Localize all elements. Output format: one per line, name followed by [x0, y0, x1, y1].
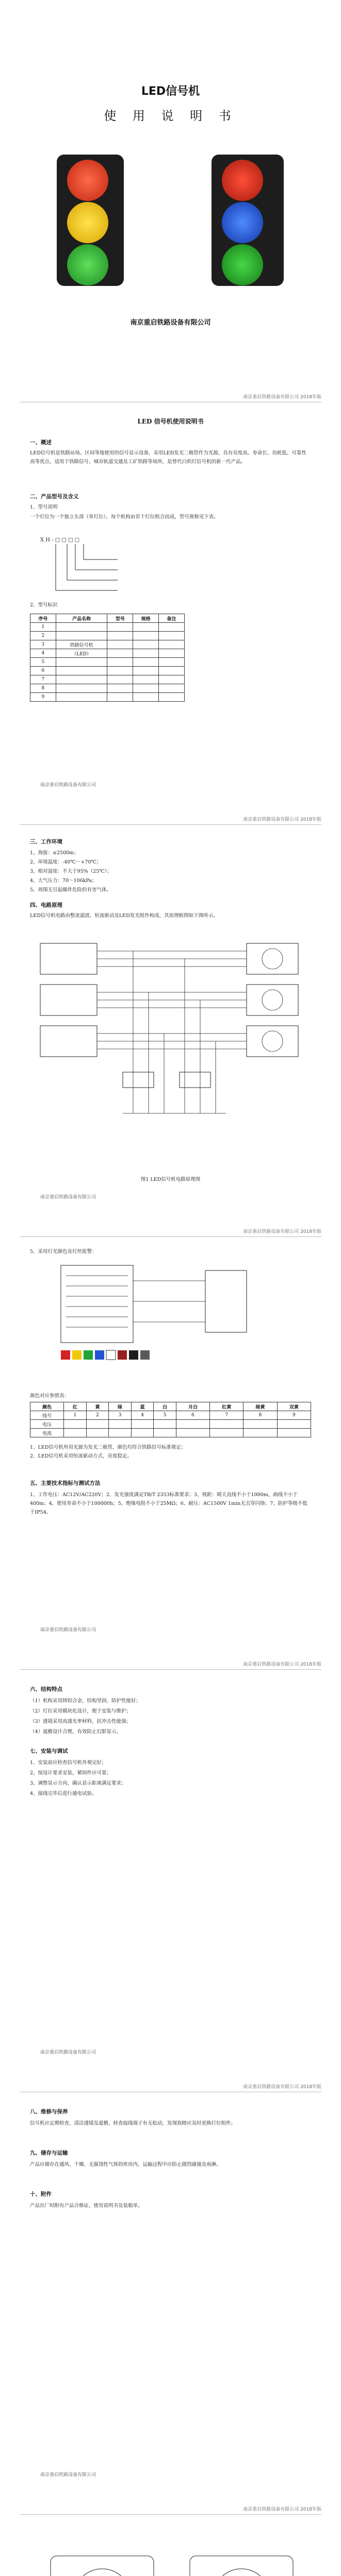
color-table [30, 1402, 311, 1437]
col-header: 红 [64, 1402, 87, 1411]
col-header: 蓝 [131, 1402, 154, 1411]
section-9-text: 信号机应定期检查，清洁透镜及遮檐，检查接线端子有无松动，发现故障应及时更换灯位组件。 [30, 2121, 236, 2126]
section-5-text: 1、LED信号机所用光源为发光二极管，颜色均符合铁路信号标准规定； 2、LED信号机采用恒流驱动方式，亮度稳定。 [30, 1445, 186, 1459]
table-cell: 7 [210, 1411, 243, 1420]
install-item: 3、调整显示方向，确认显示距离满足要求； [30, 1781, 126, 1786]
green-lamp [67, 244, 108, 285]
table-cell [133, 632, 159, 640]
table-cell [64, 1420, 87, 1429]
section-10-text: 产品应储存在通风、干燥、无腐蚀性气体的库房内，运输过程中应防止剧烈碰撞及雨淋。 [30, 2162, 221, 2167]
table-cell [133, 623, 159, 632]
col-header: 绿 [109, 1402, 132, 1411]
page-header: 南京重启铁路设备有限公司 2018年版 [243, 817, 321, 822]
env-item: 3、相对湿度：不大于95%（25℃）； [30, 869, 112, 874]
page-1 [20, 395, 321, 794]
col-header: 产品名称 [56, 614, 107, 623]
table-cell [56, 693, 107, 702]
col-header: 黄 [86, 1402, 109, 1411]
table-cell [243, 1429, 277, 1437]
page-2 [20, 817, 321, 1206]
table-cell [154, 1429, 176, 1437]
legend-note: 颜色对应参照表： [30, 1393, 70, 1399]
table-row [30, 658, 185, 667]
table-cell [107, 640, 133, 649]
table-row [30, 693, 185, 702]
table-cell: 5 [30, 658, 56, 667]
section-2-text: 一个灯位为一个独立头部（单灯位），每个机构由若干灯位组合而成，型号规格见下表。 [30, 514, 219, 520]
green-lamp-right [222, 244, 263, 285]
table-cell [159, 693, 185, 702]
page-footer: 南京重启铁路设备有限公司 [40, 1628, 96, 1633]
section-2-sub1: 1、型号说明 [30, 504, 58, 510]
page-4 [20, 1662, 321, 2061]
table-cell [64, 1429, 87, 1437]
section-11-text: 产品出厂时附有产品合格证、使用说明书及装箱单。 [30, 2203, 143, 2209]
table-cell: 电流 [30, 1429, 64, 1437]
col-header: 型号 [107, 614, 133, 623]
section-1-title: 一、概述 [30, 439, 52, 446]
table-cell [159, 675, 185, 684]
structure-item: （1）机构采用铸铝合金，结构坚固，防护性能好； [30, 1698, 141, 1704]
color-item: 5、采用灯光颜色及灯丝报警： [30, 1249, 97, 1255]
table-cell [277, 1420, 311, 1429]
table-cell [56, 675, 107, 684]
env-item: 2、环境温度：-40℃～+70℃； [30, 859, 102, 865]
col-header: 双黄 [277, 1402, 311, 1411]
page-6 [20, 2507, 321, 2576]
table-cell [107, 693, 133, 702]
model-code-diagram [35, 534, 190, 596]
signal-image-left [52, 155, 129, 289]
section-11-title: 十、附件 [30, 2191, 52, 2197]
section-10-title: 九、储存与运输 [30, 2150, 68, 2156]
table-cell [133, 684, 159, 693]
env-item: 4、大气压力：70～106kPa； [30, 878, 97, 884]
table-cell [107, 667, 133, 675]
table-row [30, 649, 185, 658]
table-cell [86, 1420, 109, 1429]
table-cell: 线号 [30, 1411, 64, 1420]
table-cell [176, 1429, 209, 1437]
table-cell [154, 1420, 176, 1429]
install-item: 2、按设计要求安装，紧固件应可靠； [30, 1770, 112, 1776]
table-row [30, 632, 185, 640]
table-cell: 3 [109, 1411, 132, 1420]
page-footer: 南京重启铁路设备有限公司 [40, 2050, 96, 2055]
table-cell: 3 [30, 640, 56, 649]
env-item: 1、海拔：≤2500m； [30, 850, 79, 856]
structure-item: （3）透镜采用高透光率材料，抗冲击性能强； [30, 1719, 132, 1724]
table-cell [133, 667, 159, 675]
section-9-title: 八、维修与保养 [30, 2109, 68, 2115]
table-cell [107, 632, 133, 640]
page-header: 南京重启铁路设备有限公司 2018年版 [243, 1662, 321, 1667]
table-cell [277, 1429, 311, 1437]
table-cell [109, 1420, 132, 1429]
yellow-lamp [67, 202, 108, 243]
page-3 [20, 1229, 321, 1639]
table-cell: 2 [86, 1411, 109, 1420]
table-cell: 8 [243, 1411, 277, 1420]
table-row [30, 675, 185, 684]
table-cell [210, 1429, 243, 1437]
table-cell [107, 675, 133, 684]
figure-1-caption: 图1 LED信号机电路原理图 [140, 1177, 201, 1182]
table-cell [133, 693, 159, 702]
install-item: 1、安装前应检查信号机外观完好； [30, 1760, 107, 1766]
page-header: 南京重启铁路设备有限公司 2018年版 [243, 2084, 321, 2090]
table-cell [133, 658, 159, 667]
section-3-title: 三、工作环境 [30, 839, 62, 845]
table-row [30, 667, 185, 675]
table-cell: 电压 [30, 1420, 64, 1429]
col-header: 序号 [30, 614, 56, 623]
table-cell [107, 623, 133, 632]
table-cell [56, 684, 107, 693]
env-item: 5、周围无引起爆炸危险的有害气体。 [30, 887, 112, 893]
doc-title: LED 信号机使用说明书 [137, 418, 204, 425]
section-6-text: 1、工作电压：AC12V/AC220V；2、发光强度满足TB/T 2353标准要求；3、视距：晴天直线不小于1000m，曲线不小于400m；4、使用寿命不小于100000h；5、绝缘电阻不小于25MΩ；6、耐压：AC1500V 1min无击穿闪络；7、防护等级不低于IP54。 [30, 1492, 307, 1515]
col-header: 红黄 [210, 1402, 243, 1411]
section-4-text: LED信号机电路由整流滤波、恒流驱动及LED发光组件构成，其原理框图如下图所示。 [30, 913, 218, 919]
table-cell [56, 623, 107, 632]
table-cell [131, 1420, 154, 1429]
table-cell: 8 [30, 684, 56, 693]
table-cell [107, 658, 133, 667]
circuit-diagram [30, 928, 311, 1170]
table-cell: （LED） [56, 649, 107, 658]
svg-text:X H - □ □ □ □: X H - □ □ □ □ [40, 537, 80, 543]
table-cell: 6 [176, 1411, 209, 1420]
section-7-title: 六、结构特点 [30, 1686, 62, 1692]
table-cell [159, 667, 185, 675]
structure-item: （2）灯位采用模块化设计，便于安装与维护； [30, 1708, 132, 1714]
table-cell: 7 [30, 675, 56, 684]
cover-title: LED信号机 [141, 85, 200, 98]
table-cell [159, 623, 185, 632]
table-cell [109, 1429, 132, 1437]
section-8-title: 七、安装与调试 [30, 1748, 68, 1754]
table-cell [56, 667, 107, 675]
page-footer: 南京重启铁路设备有限公司 [40, 1195, 96, 1200]
table-cell: 5 [154, 1411, 176, 1420]
table-cell: 4 [131, 1411, 154, 1420]
structure-item: （4）遮檐设计合理，有效防止幻影显示。 [30, 1729, 122, 1735]
table-row [30, 623, 185, 632]
table-cell: 4 [30, 649, 56, 658]
table-cell: 9 [277, 1411, 311, 1420]
table-cell [56, 658, 107, 667]
page-header: 南京重启铁路设备有限公司 2018年版 [243, 1229, 321, 1234]
col-header: 备注 [159, 614, 185, 623]
table-cell [176, 1420, 209, 1429]
table-row [30, 1420, 311, 1429]
table-cell [133, 649, 159, 658]
table-cell [56, 632, 107, 640]
red-lamp-right [222, 160, 263, 201]
page-5 [20, 2084, 321, 2484]
table-cell [133, 640, 159, 649]
table-cell [159, 632, 185, 640]
table-cell [159, 640, 185, 649]
blue-lamp [222, 202, 263, 243]
table-cell: 铁路信号机 [56, 640, 107, 649]
col-header: 规格 [133, 614, 159, 623]
table-cell: 1 [30, 623, 56, 632]
drawing-fig2 [30, 2535, 311, 2576]
install-item: 4、接线完毕后进行通电试验。 [30, 1791, 97, 1797]
table-cell [86, 1429, 109, 1437]
col-header: 颜色 [30, 1402, 64, 1411]
section-2-sub2: 2、型号标识 [30, 602, 58, 608]
page-header: 南京重启铁路设备有限公司 2018年版 [243, 395, 321, 400]
col-header: 绿黄 [243, 1402, 277, 1411]
table-cell: 1 [64, 1411, 87, 1420]
table-cell [159, 658, 185, 667]
signal-image-right [206, 155, 289, 289]
model-table [30, 614, 185, 702]
table-cell: 2 [30, 632, 56, 640]
table-cell: 6 [30, 667, 56, 675]
section-1-text: LED信号机是铁路站场、区间等地使用的信号显示设备，采用LED发光二极管作为光源，具有亮度高、寿命长、功耗低、可靠性高等优点，适用于铁路信号、城市轨道交通及工矿铁路等场所，是替代白炽灯信号机的新一代产品。 [30, 450, 306, 465]
page-header: 南京重启铁路设备有限公司 2018年版 [243, 2507, 321, 2512]
table-cell: 9 [30, 693, 56, 702]
table-cell [159, 684, 185, 693]
table-row [30, 684, 185, 693]
table-row [30, 1411, 311, 1420]
cover-subtitle: 使 用 说 明 书 [104, 109, 237, 123]
table-cell [210, 1420, 243, 1429]
table-cell [159, 649, 185, 658]
col-header: 月白 [176, 1402, 209, 1411]
table-cell [133, 675, 159, 684]
page-footer: 南京重启铁路设备有限公司 [40, 783, 96, 788]
connector-diagram [51, 1260, 267, 1389]
section-6-title: 五、主要技术指标与测试方法 [30, 1480, 101, 1486]
cover [0, 0, 341, 371]
table-cell [243, 1420, 277, 1429]
table-cell [107, 684, 133, 693]
table-cell [131, 1429, 154, 1437]
red-lamp [67, 160, 108, 201]
col-header: 白 [154, 1402, 176, 1411]
page-footer: 南京重启铁路设备有限公司 [40, 2472, 96, 2478]
section-2-title: 二、产品型号及含义 [30, 494, 79, 500]
section-4-title: 四、电路原理 [30, 902, 62, 908]
table-row [30, 1429, 311, 1437]
table-row [30, 640, 185, 649]
company-name: 南京重启铁路设备有限公司 [130, 319, 211, 327]
table-cell [107, 649, 133, 658]
